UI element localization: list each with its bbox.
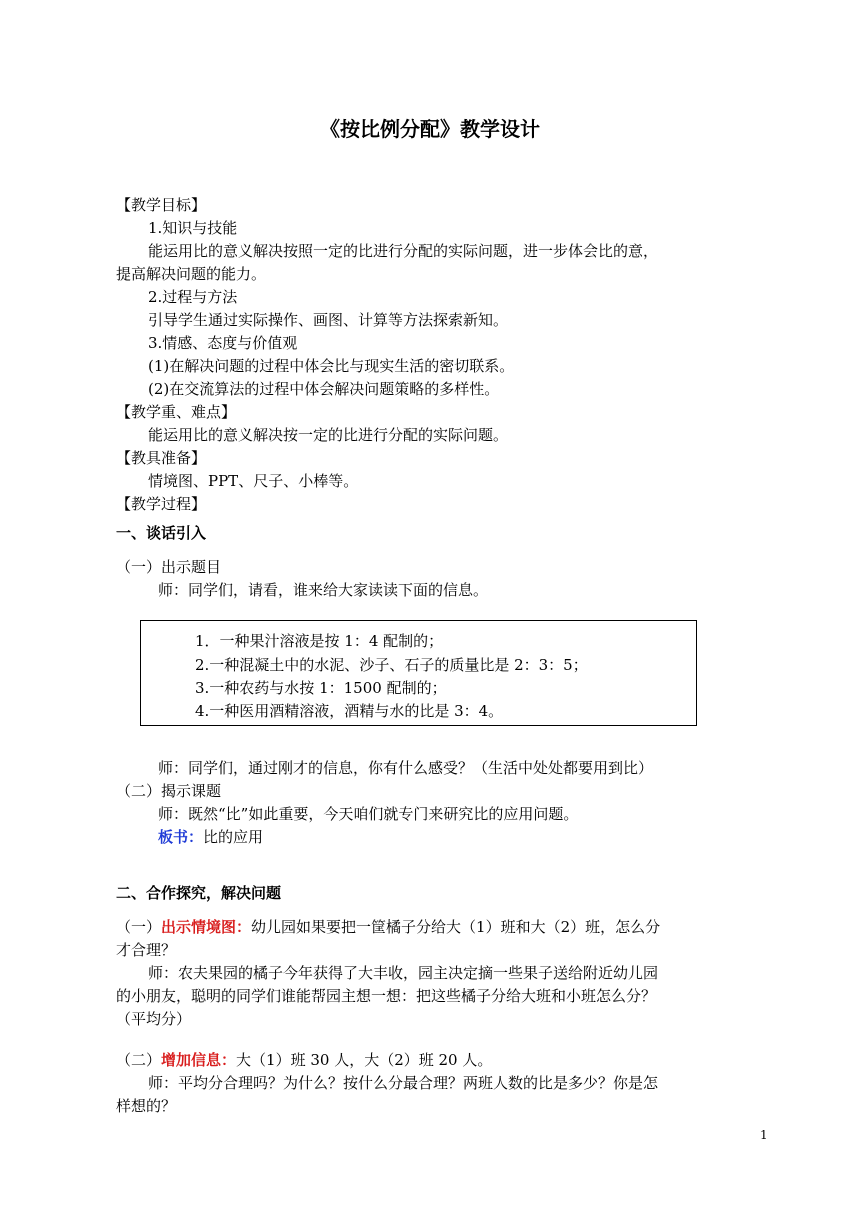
objective-1-title: 1.知识与技能 — [148, 219, 238, 237]
board-text: 比的应用 — [203, 828, 264, 846]
objective-3-item-2: (2)在交流算法的过程中体会解决问题策略的多样性。 — [148, 380, 500, 398]
objective-1-text: 能运用比的意义解决按照一定的比进行分配的实际问题，进一步体会比的意， — [148, 242, 659, 260]
teacher-line-3: 师：既然“比”如此重要，今天咱们就专门来研究比的应用问题。 — [158, 805, 579, 823]
section-1-heading: 一、谈话引入 — [116, 524, 207, 542]
materials-heading: 【教具准备】 — [116, 449, 207, 467]
objectives-heading: 【教学目标】 — [116, 196, 207, 214]
info-item-1: 1．一种果汁溶液是按 1：4 配制的； — [195, 632, 444, 650]
page-number: 1 — [760, 1128, 768, 1142]
teacher-line-4: 师：农夫果园的橘子今年获得了大丰收，园主决定摘一些果子送给附近幼儿园 — [148, 964, 659, 982]
section-2-part-1 — [116, 917, 660, 937]
objective-1-text-cont: 提高解决问题的能力。 — [116, 265, 267, 283]
section-2-heading: 二、合作探究，解决问题 — [116, 884, 282, 902]
scene-label: 出示情境图： — [161, 918, 252, 936]
part-1-prefix: （一） — [116, 918, 162, 936]
objective-2-title: 2.过程与方法 — [148, 288, 238, 306]
part-2-text: 大（1）班 30 人，大（2）班 20 人。 — [236, 1051, 493, 1069]
section-2-part-2 — [116, 1050, 492, 1070]
info-box — [140, 620, 697, 726]
teacher-line-5: 师：平均分合理吗？为什么？按什么分最合理？两班人数的比是多少？你是怎 — [148, 1074, 659, 1092]
info-item-2: 2.一种混凝土中的水泥、沙子、石子的质量比是 2：3：5； — [195, 656, 588, 674]
board-line — [158, 827, 263, 847]
info-item-3: 3.一种农药与水按 1：1500 配制的； — [195, 679, 447, 697]
teacher-line-4-answer: （平均分） — [116, 1010, 192, 1028]
teacher-line-4-cont: 的小朋友，聪明的同学们谁能帮园主想一想：把这些橘子分给大班和小班怎么分？ — [116, 987, 657, 1005]
part-1-text: 幼儿园如果要把一筐橘子分给大（1）班和大（2）班，怎么分 — [251, 918, 661, 936]
section-2-part-1-cont: 才合理？ — [116, 941, 177, 959]
section-1-part-2-label: （二）揭示课题 — [116, 782, 222, 800]
added-info-label: 增加信息： — [161, 1051, 237, 1069]
materials-text: 情境图、PPT、尺子、小棒等。 — [148, 472, 359, 490]
section-1-part-1-label: （一）出示题目 — [116, 558, 222, 576]
teacher-line-5-cont: 样想的？ — [116, 1097, 177, 1115]
process-heading: 【教学过程】 — [116, 495, 207, 513]
document-title: 《按比例分配》教学设计 — [320, 117, 540, 141]
objective-3-item-1: (1)在解决问题的过程中体会比与现实生活的密切联系。 — [148, 357, 515, 375]
objective-2-text: 引导学生通过实际操作、画图、计算等方法探索新知。 — [148, 311, 509, 329]
key-points-heading: 【教学重、难点】 — [116, 403, 237, 421]
objective-3-title: 3.情感、态度与价值观 — [148, 334, 298, 352]
part-2-prefix: （二） — [116, 1051, 162, 1069]
key-points-text: 能运用比的意义解决按一定的比进行分配的实际问题。 — [148, 426, 509, 444]
info-item-4: 4.一种医用酒精溶液，酒精与水的比是 3：4。 — [195, 702, 504, 720]
teacher-line-1: 师：同学们，请看，谁来给大家读读下面的信息。 — [158, 581, 489, 599]
board-label: 板书： — [158, 828, 204, 846]
teacher-line-2: 师：同学们，通过刚才的信息，你有什么感受？（生活中处处都要用到比） — [158, 759, 654, 777]
